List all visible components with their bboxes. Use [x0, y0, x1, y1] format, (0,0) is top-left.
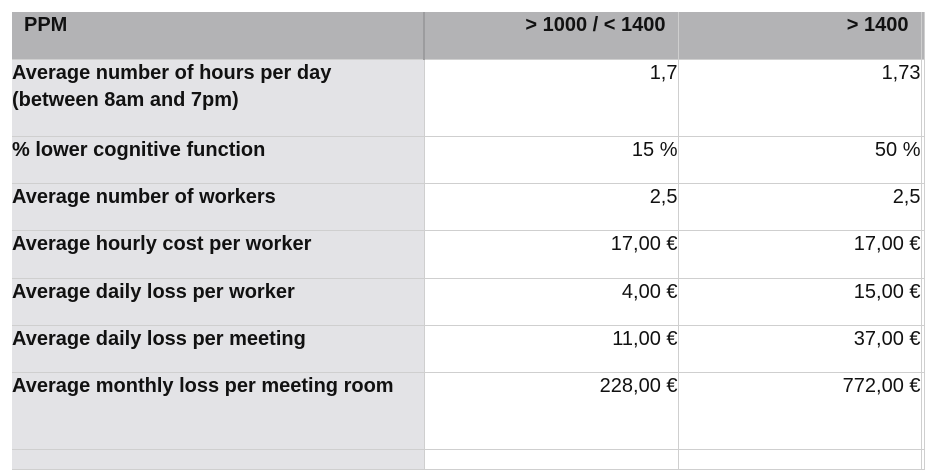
value-cell[interactable]: 2,5: [424, 183, 678, 230]
table-row: [12, 325, 924, 372]
header-cell-ppm[interactable]: PPM: [12, 12, 424, 59]
next-column-cell[interactable]: [921, 325, 924, 372]
table-row: [12, 449, 924, 469]
table-row: [12, 136, 924, 183]
row-label-cell[interactable]: Average daily loss per worker: [12, 278, 424, 325]
value-cell[interactable]: 15,00 €: [678, 278, 921, 325]
value-cell[interactable]: [678, 449, 921, 469]
value-cell[interactable]: 772,00 €: [678, 372, 921, 449]
next-column-cell[interactable]: [921, 59, 924, 136]
table-row: [12, 278, 924, 325]
value-cell[interactable]: [424, 449, 678, 469]
table-row: [12, 372, 924, 449]
header-cell-above-1400[interactable]: > 1400: [678, 12, 921, 59]
ppm-cost-table: [12, 12, 925, 470]
row-label-cell[interactable]: Average number of hours per day (between 8am and 7pm): [12, 59, 424, 136]
next-column-cell[interactable]: [921, 278, 924, 325]
table-row: [12, 183, 924, 230]
value-cell[interactable]: 1,73: [678, 59, 921, 136]
row-label-cell[interactable]: Average monthly loss per meeting room: [12, 372, 424, 449]
header-cell-next-column[interactable]: [921, 12, 924, 59]
value-cell[interactable]: 50 %: [678, 136, 921, 183]
value-cell[interactable]: 15 %: [424, 136, 678, 183]
next-column-cell[interactable]: [921, 136, 924, 183]
header-cell-range-1000-1400[interactable]: > 1000 / < 1400: [424, 12, 678, 59]
value-cell[interactable]: 11,00 €: [424, 325, 678, 372]
value-cell[interactable]: 2,5: [678, 183, 921, 230]
row-label-cell[interactable]: % lower cognitive function: [12, 136, 424, 183]
value-cell[interactable]: 1,7: [424, 59, 678, 136]
row-label-cell[interactable]: Average daily loss per meeting: [12, 325, 424, 372]
row-label-cell[interactable]: Average hourly cost per worker: [12, 230, 424, 278]
value-cell[interactable]: 17,00 €: [678, 230, 921, 278]
next-column-cell[interactable]: [921, 183, 924, 230]
table-row: [12, 59, 924, 136]
next-column-cell[interactable]: [921, 230, 924, 278]
header-row: [12, 12, 924, 59]
row-label-cell[interactable]: Average number of workers: [12, 183, 424, 230]
next-column-cell[interactable]: [921, 449, 924, 469]
value-cell[interactable]: 37,00 €: [678, 325, 921, 372]
value-cell[interactable]: 17,00 €: [424, 230, 678, 278]
next-column-cell[interactable]: [921, 372, 924, 449]
value-cell[interactable]: 4,00 €: [424, 278, 678, 325]
value-cell[interactable]: 228,00 €: [424, 372, 678, 449]
row-label-cell[interactable]: [12, 449, 424, 469]
table-row: [12, 230, 924, 278]
